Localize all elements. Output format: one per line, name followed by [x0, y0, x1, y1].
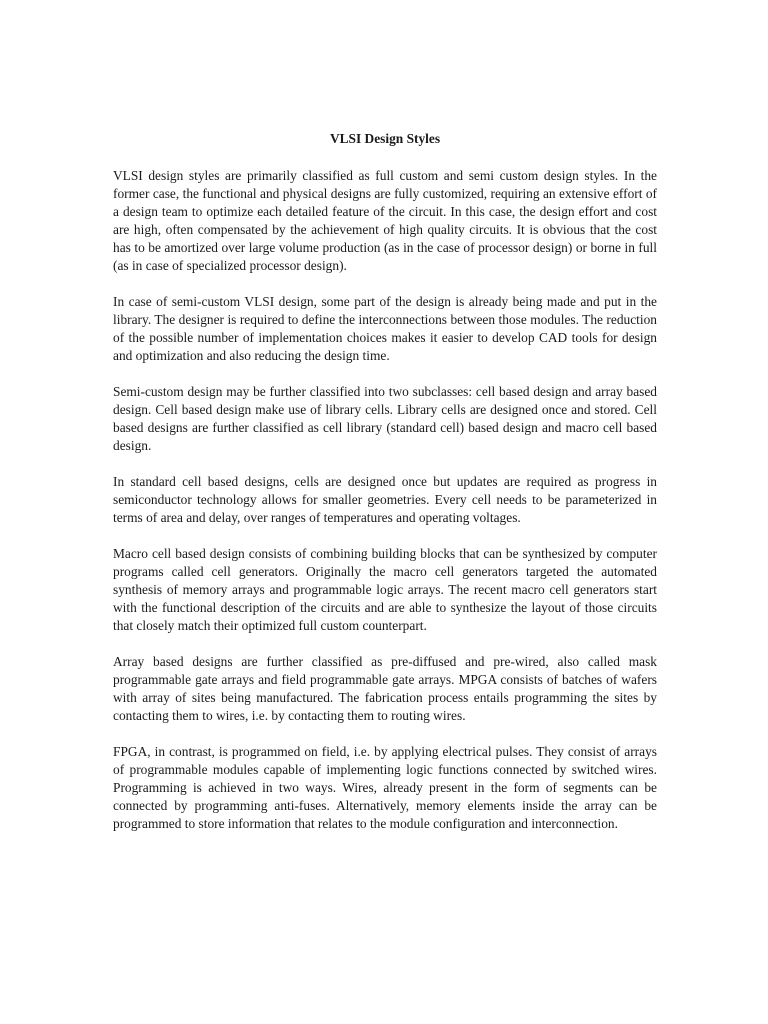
paragraph-5: Macro cell based design consists of combining building blocks that can be synthesized by computer programs called cell generators. Originally the macro cell generators targeted the automated synthesis of memory arrays and programmable logic arrays. The recent macro cell generators start with the functional description of the circuits and are able to synthesize the layout of those circuits that closely match their optimized full custom counterpart.: [113, 546, 657, 633]
document-body: [113, 130, 657, 851]
paragraph-7: FPGA, in contrast, is programmed on field, i.e. by applying electrical pulses. They consist of arrays of programmable modules capable of implementing logic functions connected by switched wires. Programming is achieved in two ways. Wires, already present in the form of segments can be connected by programming anti-fuses. Alternatively, memory elements inside the array can be programmed to store information that relates to the module configuration and interconnection.: [113, 744, 657, 831]
paragraph-1: VLSI design styles are primarily classified as full custom and semi custom design styles. In the former case, the functional and physical designs are fully customized, requiring an extensive effort of a design team to optimize each detailed feature of the circuit. In this case, the design effort and cost are high, often compensated by the achievement of high quality circuits. It is obvious that the cost has to be amortized over large volume production (as in the case of processor design) or borne in full (as in case of specialized processor design).: [113, 168, 657, 273]
document-title: VLSI Design Styles: [329, 131, 441, 146]
paragraph-6: Array based designs are further classified as pre-diffused and pre-wired, also called mask programmable gate arrays and field programmable gate arrays. MPGA consists of batches of wafers with array of sites being manufactured. The fabrication process entails programming the sites by contacting them to wires, i.e. by contacting them to routing wires.: [113, 654, 657, 723]
paragraph-4: In standard cell based designs, cells are designed once but updates are required as progress in semiconductor technology allows for smaller geometries. Every cell needs to be parameterized in terms of area and delay, over ranges of temperatures and operating voltages.: [113, 474, 657, 525]
paragraph-2: In case of semi-custom VLSI design, some part of the design is already being made and put in the library. The designer is required to define the interconnections between those modules. The reduction of the possible number of implementation choices makes it easier to develop CAD tools for design and optimization and also reducing the design time.: [113, 294, 657, 363]
paragraph-3: Semi-custom design may be further classified into two subclasses: cell based design and array based design. Cell based design make use of library cells. Library cells are designed once and stored. Cell based designs are further classified as cell library (standard cell) based design and macro cell based design.: [113, 384, 657, 453]
